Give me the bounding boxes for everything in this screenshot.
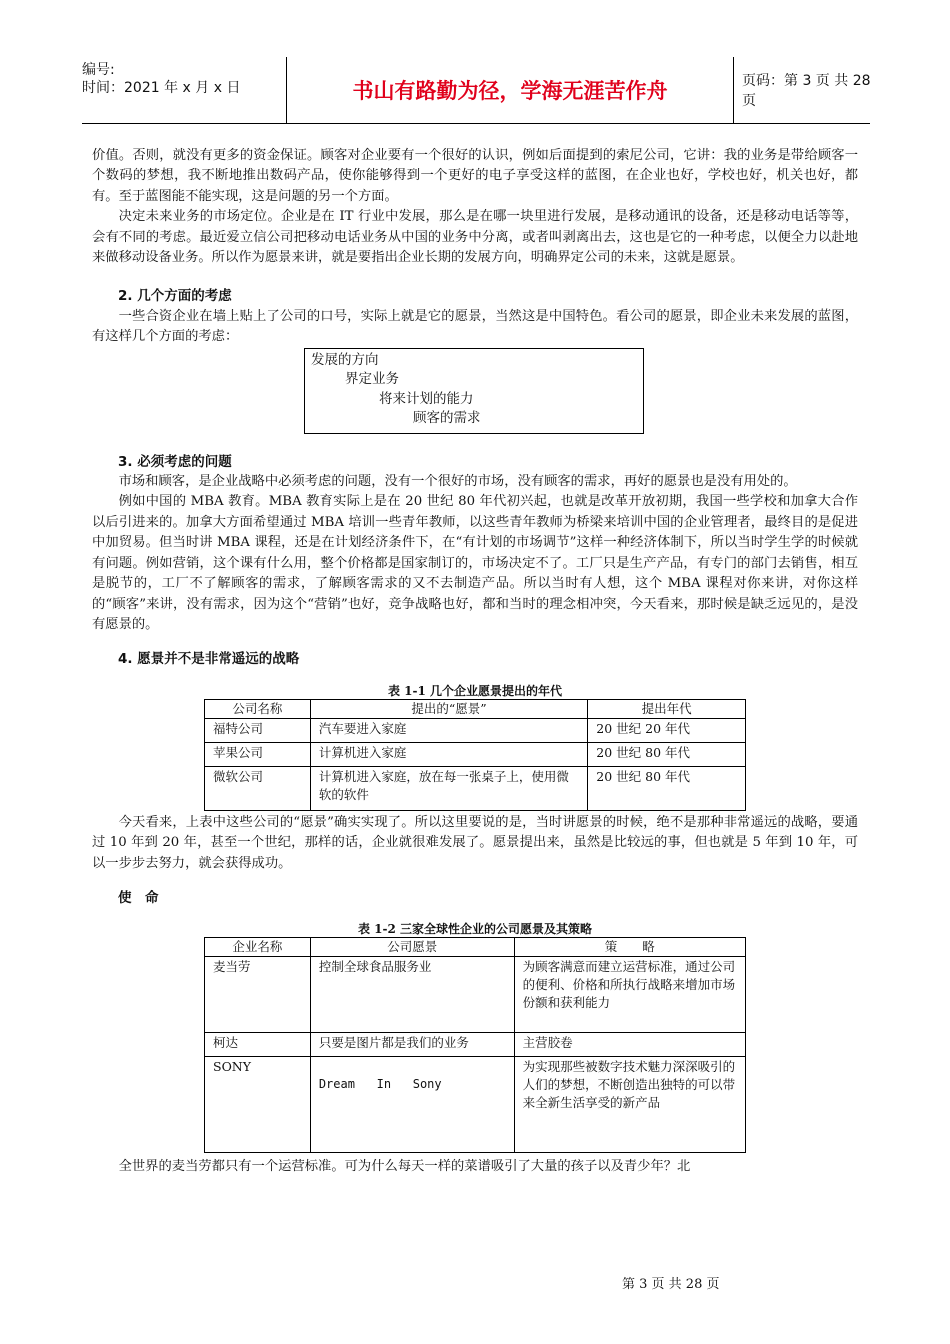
table-2 xyxy=(204,937,746,1153)
table-cell: 计算机进入家庭，放在每一张桌子上，使用微软的软件 xyxy=(310,766,587,810)
table-row xyxy=(205,742,746,766)
table-cell: Dream In Sony xyxy=(310,1057,514,1153)
paragraph-6: 今天看来，上表中这些公司的“愿景”确实实现了。所以这里要说的是，当时讲愿景的时候，绝不是那种非常遥远的战略，要通过 10 年到 20 年，甚至一个世纪，那样的话，企业就很难发展了。愿景提出来，虽然是比较远的事，但也就是 5 年到 10 年，可以一步步去努力，就会获得成功。 xyxy=(92,814,858,871)
table-cell: 福特公司 xyxy=(205,718,311,742)
table-cell: SONY xyxy=(205,1057,311,1153)
table-cell: 汽车要进入家庭 xyxy=(310,718,587,742)
paragraph-7: 全世界的麦当劳都只有一个运营标准。可为什么每天一样的菜谱吸引了大量的孩子以及青少年？北 xyxy=(118,1159,691,1175)
table2-caption: 表 1-2 三家全球性企业的公司愿景及其策略 xyxy=(357,922,593,937)
header-meta xyxy=(82,57,286,127)
table-cell: 计算机进入家庭 xyxy=(310,742,587,766)
table-cell: 为顾客满意而建立运营标准，通过公司的便利、价格和所执行战略来增加市场份额和获利能力 xyxy=(514,957,745,1033)
page-footer: 第 3 页 共 28 页 xyxy=(622,1277,720,1292)
paragraph-1: 价值。否则，就没有更多的资金保证。顾客对企业要有一个很好的认识，例如后面提到的索尼公司，它讲：我的业务是带给顾客一个数码的梦想，我不断地推出数码产品，使你能够得到一个更好的电子享受这样的蓝图，在企业也好，学校也好，机关也好，都有。至于蓝图能不能实现，这是问题的另一个方面。 xyxy=(92,148,858,204)
table-header-row xyxy=(205,699,746,718)
table-1 xyxy=(204,699,746,811)
heading-2: 2. 几个方面的考虑 xyxy=(118,288,232,305)
table-row xyxy=(205,1033,746,1057)
table-cell: 控制全球食品服务业 xyxy=(310,957,514,1033)
considerations-box xyxy=(304,348,644,434)
box-line-2: 界定业务 xyxy=(345,371,399,388)
paragraph-2: 决定未来业务的市场定位。企业是在 IT 行业中发展，那么是在哪一块里进行发展，是移动通讯的设备，还是移动电话等等，会有不同的考虑。最近爱立信公司把移动电话业务从中国的业务中分离，或者叫剥离出去，这也是它的一种考虑，以便全力以赴地来做移动设备业务。所以作为愿景来讲，就是要指出企业长期的发展方向，明确界定公司的未来，这就是愿景。 xyxy=(92,209,858,266)
table-cell: 为实现那些被数字技术魅力深深吸引的人们的梦想，不断创造出独特的可以带来全新生活享受的新产品 xyxy=(514,1057,745,1153)
table-cell: 柯达 xyxy=(205,1033,311,1057)
table-cell: 只要是图片都是我们的业务 xyxy=(310,1033,514,1057)
table-header-cell: 策 略 xyxy=(514,938,745,957)
table-cell: 20 世纪 80 年代 xyxy=(588,766,746,810)
header-page: 页码：第 3 页 共 28 页 xyxy=(742,73,871,109)
header-number: 编号: xyxy=(82,62,115,78)
table-row xyxy=(205,1057,746,1153)
table-header-cell: 提出年代 xyxy=(588,699,746,718)
table-row xyxy=(205,718,746,742)
page-header xyxy=(82,57,870,124)
table-header-cell: 公司名称 xyxy=(205,699,311,718)
box-line-1: 发展的方向 xyxy=(311,351,379,368)
table-row xyxy=(205,766,746,810)
table-header-cell: 提出的“愿景” xyxy=(310,699,587,718)
table-cell: 苹果公司 xyxy=(205,742,311,766)
heading-4: 4. 愿景并不是非常遥远的战略 xyxy=(118,651,300,668)
table-header-cell: 企业名称 xyxy=(205,938,311,957)
table-row xyxy=(205,957,746,1033)
paragraph-5: 例如中国的 MBA 教育。MBA 教育实际上是在 20 世纪 80 年代初兴起，也就是改革开放初期，我国一些学校和加拿大合作以后引进来的。加拿大方面希望通过 MBA 培训一些青年教师，以这些青年教师为桥梁来培训中国的企业管理者，最终目的是促进中加贸易。但当时讲 MBA 课程，还是在计划经济条件下，在“有计划的市场调节”这样一种经济体制下，所以当时学生学的时候就有问题。例如营销，这个课有什么用，整个价格都是国家制订的，市场决定不了。工厂只是生产产品，有专门的部门去销售，相互是脱节的，工厂不了解顾客的需求，了解顾客需求的又不去制造产品。所以当时有人想，这个 MBA 课程对你来讲，对你这样的“顾客”来讲，没有需求，因为这个“营销”也好，竞争战略也好，都和当时的理念相冲突，今天看来，那时候是缺乏远见的，是没有愿景的。 xyxy=(92,494,858,632)
table1-caption: 表 1-1 几个企业愿景提出的年代 xyxy=(387,683,563,698)
header-motto: 书山有路勤为径，学海无涯苦作舟 xyxy=(286,57,734,123)
table-cell: 20 世纪 80 年代 xyxy=(588,742,746,766)
paragraph-3: 一些合资企业在墙上贴上了公司的口号，实际上就是它的愿景，当然这是中国特色。看公司的愿景，即企业未来发展的蓝图，有这样几个方面的考虑： xyxy=(92,308,858,345)
box-line-4: 顾客的需求 xyxy=(413,410,481,427)
table-header-cell: 公司愿景 xyxy=(310,938,514,957)
table-cell: 微软公司 xyxy=(205,766,311,810)
document-body xyxy=(92,146,858,1178)
table-cell: 主营胶卷 xyxy=(514,1033,745,1057)
table-cell: 麦当劳 xyxy=(205,957,311,1033)
paragraph-4: 市场和顾客，是企业战略中必须考虑的问题，没有一个很好的市场，没有顾客的需求，再好的愿景也是没有用处的。 xyxy=(118,474,797,490)
table-cell: 20 世纪 20 年代 xyxy=(588,718,746,742)
header-time: 时间：2021 年 x 月 x 日 xyxy=(82,80,241,96)
heading-3: 3. 必须考虑的问题 xyxy=(118,453,232,470)
table-header-row xyxy=(205,938,746,957)
heading-5: 使 命 xyxy=(118,889,159,906)
box-line-3: 将来计划的能力 xyxy=(379,390,474,407)
